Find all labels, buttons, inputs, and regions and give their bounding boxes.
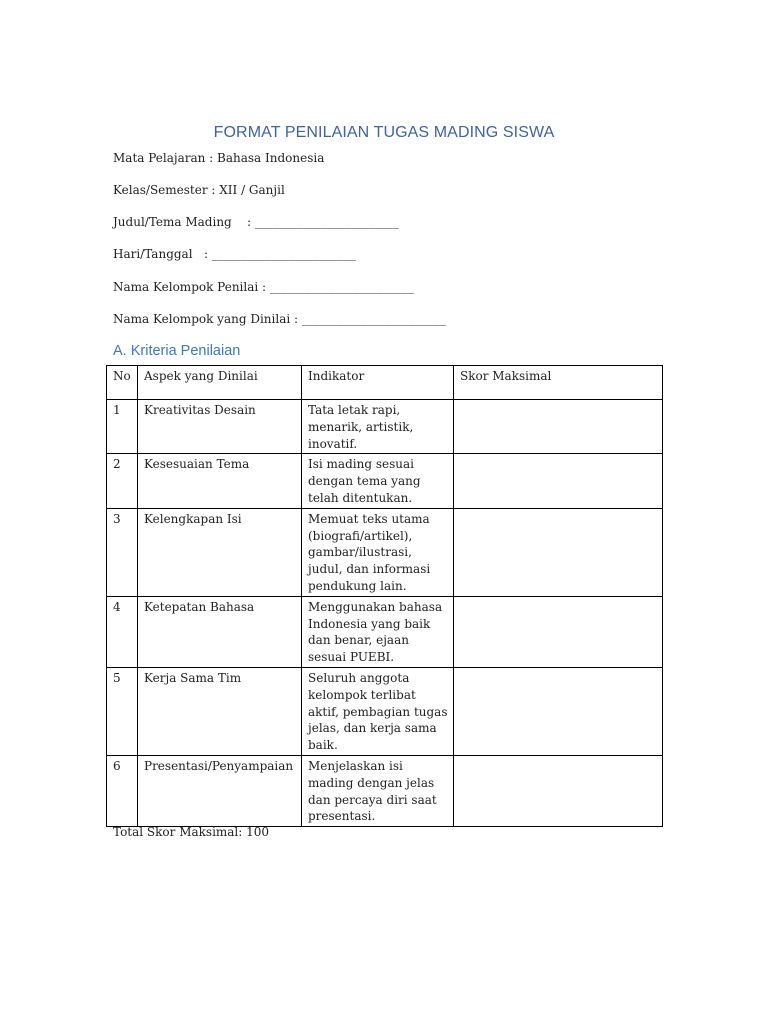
row-skor-cell[interactable] [454,400,663,454]
header-no: No [107,366,138,400]
section-heading: A. Kriteria Penilaian [113,343,241,359]
table-row [107,508,663,596]
row-no: 1 [107,400,138,454]
row-indikator: Memuat teks utama (biografi/artikel), gambar/ilustrasi, judul, dan informasi pendukung lain. [302,508,454,596]
header-indikator: Indikator [302,366,454,400]
row-aspek: Presentasi/Penyampaian [138,755,302,826]
table-row [107,454,663,508]
row-no: 4 [107,596,138,667]
row-no: 5 [107,667,138,755]
table-row [107,400,663,454]
document-title: FORMAT PENILAIAN TUGAS MADING SISWA [213,124,555,141]
row-skor-cell[interactable] [454,508,663,596]
row-aspek: Kesesuaian Tema [138,454,302,508]
field-kelas-semester: Kelas/Semester : XII / Ganjil [113,183,285,197]
header-aspek: Aspek yang Dinilai [138,366,302,400]
row-no: 2 [107,454,138,508]
field-mata-pelajaran: Mata Pelajaran : Bahasa Indonesia [113,151,325,165]
field-kelompok-penilai: Nama Kelompok Penilai : ________________________ [113,280,414,294]
row-skor-cell[interactable] [454,755,663,826]
table-row [107,596,663,667]
row-indikator: Menjelaskan isi mading dengan jelas dan percaya diri saat presentasi. [302,755,454,826]
row-no: 3 [107,508,138,596]
row-indikator: Tata letak rapi, menarik, artistik, inovatif. [302,400,454,454]
field-kelompok-dinilai: Nama Kelompok yang Dinilai : ________________________ [113,312,446,326]
header-skor: Skor Maksimal [454,366,663,400]
criteria-table [106,365,663,827]
total-score: Total Skor Maksimal: 100 [113,825,270,839]
row-no: 6 [107,755,138,826]
row-aspek: Kelengkapan Isi [138,508,302,596]
row-skor-cell[interactable] [454,596,663,667]
row-indikator: Seluruh anggota kelompok terlibat aktif, pembagian tugas jelas, dan kerja sama baik. [302,667,454,755]
table-row [107,667,663,755]
row-aspek: Ketepatan Bahasa [138,596,302,667]
field-judul-tema: Judul/Tema Mading : ________________________ [113,215,399,229]
row-aspek: Kerja Sama Tim [138,667,302,755]
row-aspek: Kreativitas Desain [138,400,302,454]
row-skor-cell[interactable] [454,667,663,755]
field-hari-tanggal: Hari/Tanggal : ________________________ [113,247,356,261]
table-row [107,755,663,826]
row-skor-cell[interactable] [454,454,663,508]
row-indikator: Isi mading sesuai dengan tema yang telah ditentukan. [302,454,454,508]
row-indikator: Menggunakan bahasa Indonesia yang baik dan benar, ejaan sesuai PUEBI. [302,596,454,667]
table-header-row [107,366,663,400]
